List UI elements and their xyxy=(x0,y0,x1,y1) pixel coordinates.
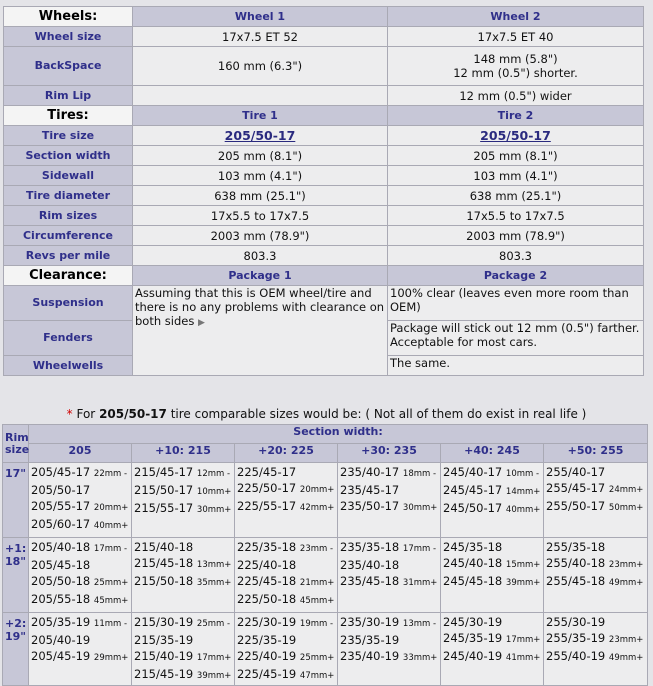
size-value: 245/40-17 xyxy=(443,465,503,479)
size-diff: 17mm+ xyxy=(505,635,541,645)
tire2-sidewall: 103 mm (4.1") xyxy=(388,166,644,186)
size-entry xyxy=(237,591,335,609)
size-value: 235/35-19 xyxy=(340,633,400,647)
size-entry xyxy=(443,614,541,630)
size-value: 225/45-17 xyxy=(237,465,297,479)
size-diff: 13mm - xyxy=(402,619,437,629)
size-diff: 50mm+ xyxy=(608,503,644,513)
size-value: 225/55-17 xyxy=(237,499,297,513)
size-value: 245/45-17 xyxy=(443,483,503,497)
size-entry xyxy=(134,573,232,591)
size-diff: 25mm+ xyxy=(299,653,335,663)
size-value: 215/50-18 xyxy=(134,574,194,588)
note-suffix: tire comparable sizes would be: ( Not all of them do exist in real life ) xyxy=(170,407,587,421)
package2-header: Package 2 xyxy=(388,266,644,286)
size-diff: 15mm+ xyxy=(505,560,541,570)
tire1-circumference: 2003 mm (78.9") xyxy=(133,226,388,246)
wheel1-backspace: 160 mm (6.3") xyxy=(133,47,388,86)
size-entry xyxy=(443,630,541,648)
size-entry xyxy=(443,500,541,518)
size-value: 205/35-19 xyxy=(31,615,91,629)
size-diff: 23mm+ xyxy=(608,560,644,570)
size-value: 255/35-18 xyxy=(546,540,606,554)
size-value: 235/45-18 xyxy=(340,574,400,588)
size-cell xyxy=(441,463,544,538)
wheel1-header: Wheel 1 xyxy=(133,7,388,27)
note-tire-size: 205/50-17 xyxy=(99,407,167,421)
size-diff: 21mm+ xyxy=(299,578,335,588)
size-diff: 47mm+ xyxy=(299,671,335,681)
size-entry xyxy=(134,482,232,500)
size-cell xyxy=(29,613,132,686)
size-value: 225/40-18 xyxy=(237,558,297,572)
size-entry xyxy=(340,557,438,573)
size-value: 225/50-17 xyxy=(237,481,297,495)
section-column-header: 205 xyxy=(29,444,132,463)
size-value: 225/45-18 xyxy=(237,574,297,588)
size-diff: 22mm - xyxy=(93,469,128,479)
size-diff: 39mm+ xyxy=(196,671,232,681)
size-cell xyxy=(338,463,441,538)
size-diff: 23mm+ xyxy=(608,635,644,645)
size-entry xyxy=(443,464,541,482)
size-entry xyxy=(31,573,129,591)
size-entry xyxy=(31,591,129,609)
size-entry xyxy=(134,614,232,632)
size-value: 215/50-17 xyxy=(134,483,194,497)
rim-size-cell: +2: 19" xyxy=(3,613,29,686)
size-diff: 24mm+ xyxy=(608,485,644,495)
tire1-section-width: 205 mm (8.1") xyxy=(133,146,388,166)
wheel1-rim-lip xyxy=(133,86,388,106)
size-cell xyxy=(338,613,441,686)
tire-diameter-label: Tire diameter xyxy=(4,186,133,206)
size-diff: 17mm+ xyxy=(196,653,232,663)
size-value: 255/35-19 xyxy=(546,631,606,645)
size-value: 235/40-17 xyxy=(340,465,400,479)
tire2-circumference: 2003 mm (78.9") xyxy=(388,226,644,246)
size-value: 215/40-19 xyxy=(134,649,194,663)
size-value: 225/50-18 xyxy=(237,592,297,606)
rim-lip-label: Rim Lip xyxy=(4,86,133,106)
size-entry xyxy=(31,632,129,648)
size-value: 215/40-18 xyxy=(134,540,194,554)
size-diff: 13mm+ xyxy=(196,560,232,570)
size-value: 215/30-19 xyxy=(134,615,194,629)
package1-clearance-note xyxy=(133,286,388,376)
size-value: 245/40-19 xyxy=(443,649,503,663)
triangle-right-icon: ▶ xyxy=(198,318,205,328)
tire2-header: Tire 2 xyxy=(388,106,644,126)
size-value: 215/55-17 xyxy=(134,501,194,515)
size-entry xyxy=(340,498,438,516)
size-value: 205/50-18 xyxy=(31,574,91,588)
size-diff: 17mm - xyxy=(402,544,437,554)
fenders-label: Fenders xyxy=(4,321,133,356)
size-entry xyxy=(443,573,541,591)
tire1-size-link[interactable]: 205/50-17 xyxy=(224,127,296,143)
size-cell xyxy=(544,613,648,686)
size-value: 205/40-19 xyxy=(31,633,91,647)
rim-sizes-label: Rim sizes xyxy=(4,206,133,226)
size-entry xyxy=(237,480,335,498)
size-value: 235/50-17 xyxy=(340,499,400,513)
tire2-revs-per-mile: 803.3 xyxy=(388,246,644,266)
size-entry xyxy=(31,539,129,557)
size-value: 255/30-19 xyxy=(546,615,606,629)
comparable-sizes-note xyxy=(0,407,653,421)
size-entry xyxy=(134,555,232,573)
package2-suspension: 100% clear (leaves even more room than OEM) xyxy=(388,286,644,321)
size-value: 205/50-17 xyxy=(31,483,91,497)
size-entry xyxy=(546,573,645,591)
size-value: 255/40-19 xyxy=(546,649,606,663)
size-diff: 20mm+ xyxy=(93,503,129,513)
size-diff: 14mm+ xyxy=(505,487,541,497)
size-cell xyxy=(441,613,544,686)
sidewall-label: Sidewall xyxy=(4,166,133,186)
size-entry xyxy=(443,539,541,555)
size-value: 245/30-19 xyxy=(443,615,503,629)
size-diff: 49mm+ xyxy=(608,653,644,663)
size-entry xyxy=(134,648,232,666)
size-entry xyxy=(134,632,232,648)
size-diff: 19mm - xyxy=(299,619,334,629)
size-diff: 23mm - xyxy=(299,544,334,554)
comparable-sizes-table xyxy=(2,424,648,686)
tire1-rim-sizes: 17x5.5 to 17x7.5 xyxy=(133,206,388,226)
size-value: 205/45-19 xyxy=(31,649,91,663)
size-entry xyxy=(31,464,129,482)
size-cell xyxy=(29,463,132,538)
clearance-header: Clearance: xyxy=(4,266,133,286)
size-diff: 10mm - xyxy=(505,469,540,479)
size-entry xyxy=(443,648,541,666)
size-entry xyxy=(340,573,438,591)
size-value: 255/40-18 xyxy=(546,556,606,570)
size-diff: 41mm+ xyxy=(505,653,541,663)
wheel1-size: 17x7.5 ET 52 xyxy=(133,27,388,47)
size-entry xyxy=(134,464,232,482)
size-diff: 35mm+ xyxy=(196,578,232,588)
backspace-label: BackSpace xyxy=(4,47,133,86)
size-value: 205/55-17 xyxy=(31,499,91,513)
size-entry xyxy=(340,614,438,632)
size-diff: 12mm - xyxy=(196,469,231,479)
size-cell xyxy=(235,613,338,686)
size-value: 245/35-19 xyxy=(443,631,503,645)
size-diff: 25mm+ xyxy=(93,578,129,588)
wheels-header: Wheels: xyxy=(4,7,133,27)
rim-size-cell: +1: 18" xyxy=(3,538,29,613)
size-value: 235/45-17 xyxy=(340,483,400,497)
wheel2-rim-lip: 12 mm (0.5") wider xyxy=(388,86,644,106)
size-diff: 31mm+ xyxy=(402,578,438,588)
size-diff: 45mm+ xyxy=(299,596,335,606)
rim-size-cell: 17" xyxy=(3,463,29,538)
size-entry xyxy=(31,516,129,534)
size-entry xyxy=(237,666,335,684)
size-entry xyxy=(546,464,645,480)
wheel2-backspace-value: 148 mm (5.8") xyxy=(473,52,558,66)
size-value: 255/45-18 xyxy=(546,574,606,588)
size-cell xyxy=(338,538,441,613)
size-entry xyxy=(237,557,335,573)
size-cell xyxy=(132,613,235,686)
size-diff: 10mm+ xyxy=(196,487,232,497)
size-value: 205/60-17 xyxy=(31,517,91,531)
size-diff: 40mm+ xyxy=(505,505,541,515)
size-entry xyxy=(546,539,645,555)
size-value: 235/30-19 xyxy=(340,615,400,629)
size-value: 235/35-18 xyxy=(340,540,400,554)
size-value: 245/40-18 xyxy=(443,556,503,570)
package2-wheelwells: The same. xyxy=(388,356,644,376)
size-cell xyxy=(544,463,648,538)
size-value: 215/45-19 xyxy=(134,667,194,681)
tire1-header: Tire 1 xyxy=(133,106,388,126)
size-entry xyxy=(340,632,438,648)
size-cell xyxy=(132,538,235,613)
size-cell xyxy=(29,538,132,613)
size-value: 205/55-18 xyxy=(31,592,91,606)
size-value: 255/40-17 xyxy=(546,465,606,479)
size-entry xyxy=(237,632,335,648)
package1-note-text: Assuming that this is OEM wheel/tire and there is no any problems with clearance on both sides xyxy=(135,286,385,328)
size-value: 235/40-18 xyxy=(340,558,400,572)
section-column-header: +30: 235 xyxy=(338,444,441,463)
section-column-header: +50: 255 xyxy=(544,444,648,463)
size-cell xyxy=(235,538,338,613)
wheel2-size: 17x7.5 ET 40 xyxy=(388,27,644,47)
tires-header: Tires: xyxy=(4,106,133,126)
size-diff: 11mm - xyxy=(93,619,128,629)
size-value: 225/35-19 xyxy=(237,633,297,647)
size-entry xyxy=(237,614,335,632)
size-value: 245/50-17 xyxy=(443,501,503,515)
tire1-revs-per-mile: 803.3 xyxy=(133,246,388,266)
package2-fenders: Package will stick out 12 mm (0.5") farther. Acceptable for most cars. xyxy=(388,321,644,356)
size-diff: 17mm - xyxy=(93,544,128,554)
size-value: 215/35-19 xyxy=(134,633,194,647)
size-entry xyxy=(546,498,645,516)
asterisk: * xyxy=(66,407,73,421)
size-entry xyxy=(546,630,645,648)
size-cell xyxy=(544,538,648,613)
size-entry xyxy=(134,666,232,684)
wheel2-backspace xyxy=(388,47,644,86)
size-entry xyxy=(546,648,645,666)
tire1-diameter: 638 mm (25.1") xyxy=(133,186,388,206)
size-diff: 39mm+ xyxy=(505,578,541,588)
size-entry xyxy=(31,482,129,498)
size-value: 225/35-18 xyxy=(237,540,297,554)
revs-per-mile-label: Revs per mile xyxy=(4,246,133,266)
size-cell xyxy=(235,463,338,538)
size-entry xyxy=(546,555,645,573)
size-entry xyxy=(340,539,438,557)
section-column-header: +20: 225 xyxy=(235,444,338,463)
wheelwells-label: Wheelwells xyxy=(4,356,133,376)
size-entry xyxy=(237,573,335,591)
size-entry xyxy=(237,648,335,666)
size-diff: 42mm+ xyxy=(299,503,335,513)
size-value: 225/45-19 xyxy=(237,667,297,681)
size-diff: 30mm+ xyxy=(402,503,438,513)
size-value: 205/40-18 xyxy=(31,540,91,554)
size-entry xyxy=(31,498,129,516)
size-entry xyxy=(134,539,232,555)
section-column-header: +10: 215 xyxy=(132,444,235,463)
size-diff: 20mm+ xyxy=(299,485,335,495)
note-prefix: For xyxy=(76,407,96,421)
size-entry xyxy=(31,614,129,632)
tire2-diameter: 638 mm (25.1") xyxy=(388,186,644,206)
size-diff: 49mm+ xyxy=(608,578,644,588)
size-entry xyxy=(134,500,232,518)
wheel2-backspace-diff: 12 mm (0.5") shorter. xyxy=(453,66,578,80)
size-diff: 29mm+ xyxy=(93,653,129,663)
rim-size-header: Rim size xyxy=(3,425,29,463)
section-width-label: Section width xyxy=(4,146,133,166)
size-value: 255/50-17 xyxy=(546,499,606,513)
comparison-table xyxy=(3,6,644,376)
suspension-label: Suspension xyxy=(4,286,133,321)
size-value: 255/45-17 xyxy=(546,481,606,495)
tire-size-label: Tire size xyxy=(4,126,133,146)
size-cell xyxy=(132,463,235,538)
size-diff: 45mm+ xyxy=(93,596,129,606)
size-entry xyxy=(443,555,541,573)
size-entry xyxy=(31,648,129,666)
wheel2-header: Wheel 2 xyxy=(388,7,644,27)
size-value: 205/45-17 xyxy=(31,465,91,479)
size-diff: 40mm+ xyxy=(93,521,129,531)
size-entry xyxy=(546,614,645,630)
size-value: 245/45-18 xyxy=(443,574,503,588)
tire2-section-width: 205 mm (8.1") xyxy=(388,146,644,166)
section-width-header: Section width: xyxy=(29,425,648,444)
size-cell xyxy=(441,538,544,613)
tire2-size-link[interactable]: 205/50-17 xyxy=(480,127,551,143)
package1-header: Package 1 xyxy=(133,266,388,286)
wheel-size-label: Wheel size xyxy=(4,27,133,47)
size-entry xyxy=(340,464,438,482)
size-entry xyxy=(340,648,438,666)
size-value: 235/40-19 xyxy=(340,649,400,663)
size-diff: 30mm+ xyxy=(196,505,232,515)
size-entry xyxy=(237,464,335,480)
size-value: 245/35-18 xyxy=(443,540,503,554)
size-diff: 18mm - xyxy=(402,469,437,479)
size-entry xyxy=(443,482,541,500)
size-entry xyxy=(340,482,438,498)
tire1-sidewall: 103 mm (4.1") xyxy=(133,166,388,186)
tire2-rim-sizes: 17x5.5 to 17x7.5 xyxy=(388,206,644,226)
size-entry xyxy=(237,539,335,557)
size-entry xyxy=(546,480,645,498)
size-diff: 33mm+ xyxy=(402,653,438,663)
size-value: 215/45-17 xyxy=(134,465,194,479)
size-value: 205/45-18 xyxy=(31,558,91,572)
size-value: 225/30-19 xyxy=(237,615,297,629)
size-entry xyxy=(31,557,129,573)
size-value: 225/40-19 xyxy=(237,649,297,663)
size-value: 215/45-18 xyxy=(134,556,194,570)
size-entry xyxy=(237,498,335,516)
size-diff: 25mm - xyxy=(196,619,231,629)
circumference-label: Circumference xyxy=(4,226,133,246)
section-column-header: +40: 245 xyxy=(441,444,544,463)
